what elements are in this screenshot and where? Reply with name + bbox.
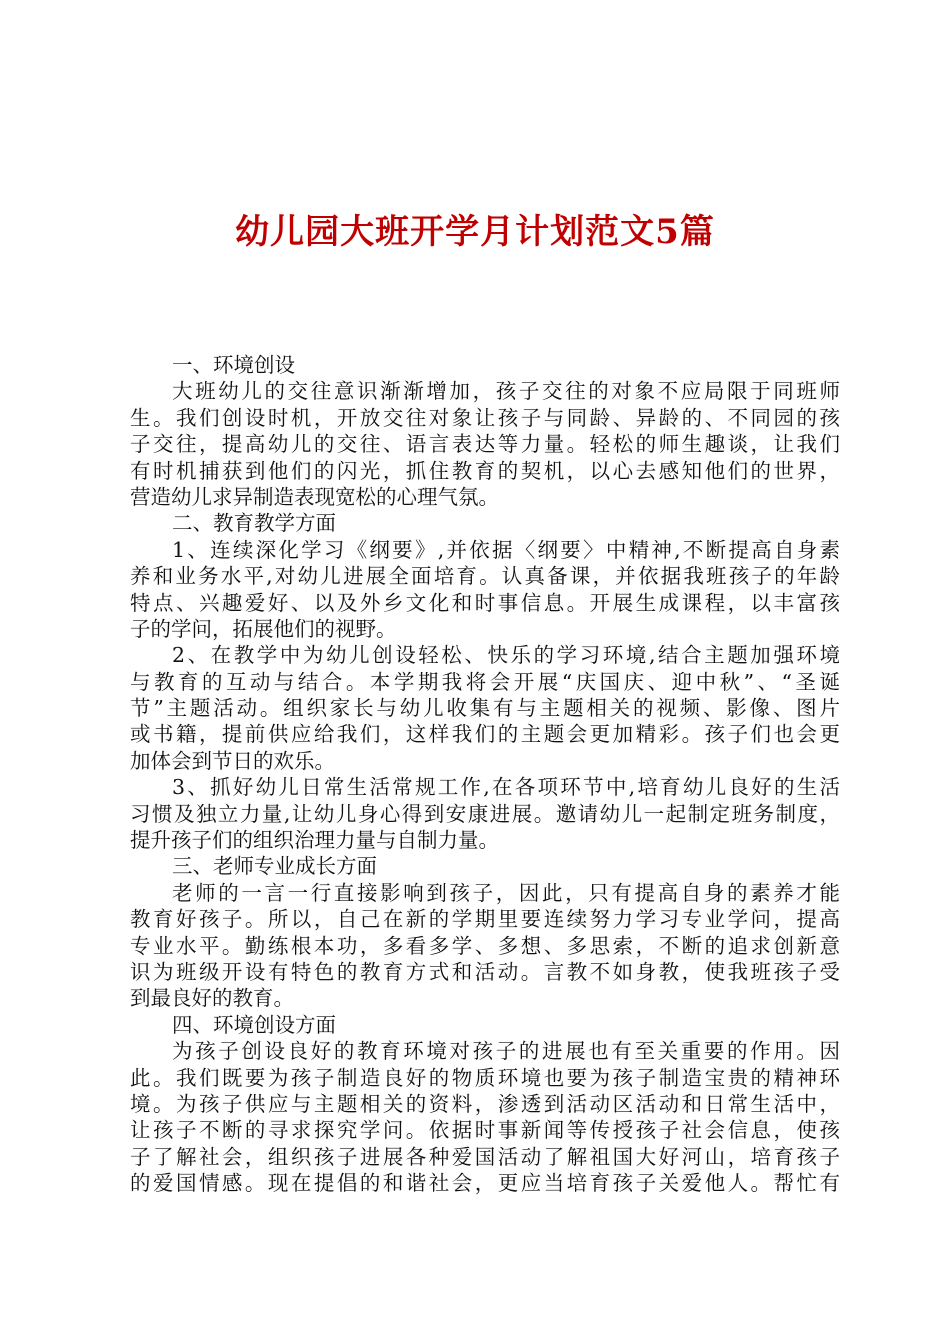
text-line: 大班幼儿的交往意识渐渐增加，孩子交往的对象不应局限于同班师: [172, 379, 840, 404]
text-line: 与教育的互动与结合。本学期我将会开展“庆国庆、迎中秋”、“圣诞: [130, 669, 840, 694]
text-line: 1、连续深化学习《纲要》,并依据〈纲要〉中精神,不断提高自身素: [172, 537, 840, 562]
text-line: 节”主题活动。组织家长与幼儿收集有与主题相关的视频、影像、图片: [130, 696, 840, 721]
text-line: 加体会到节日的欢乐。: [130, 748, 335, 773]
text-line: 特点、兴趣爱好、以及外乡文化和时事信息。开展生成课程，以丰富孩: [130, 590, 840, 615]
text-line: 有时机捕获到他们的闪光，抓住教育的契机，以心去感知他们的世界，: [130, 458, 840, 483]
text-line: 识为班级开设有特色的教育方式和活动。言教不如身教，使我班孩子受: [130, 959, 840, 984]
text-line: 三、老师专业成长方面: [172, 854, 377, 879]
text-line: 让孩子不断的寻求探究学问。依据时事新闻等传授孩子社会信息，使孩: [130, 1118, 840, 1143]
text-line: 或书籍，提前供应给我们，这样我们的主题会更加精彩。孩子们也会更: [130, 722, 840, 747]
text-line: 提升孩子们的组织治理力量与自制力量。: [130, 828, 499, 853]
text-line: 老师的一言一行直接影响到孩子，因此，只有提高自身的素养才能: [172, 880, 840, 905]
text-line: 子交往，提高幼儿的交往、语言表达等力量。轻松的师生趣谈，让我们: [130, 432, 840, 457]
text-line: 习惯及独立力量,让幼儿身心得到安康进展。邀请幼儿一起制定班务制度，: [130, 801, 840, 826]
text-line: 3、抓好幼儿日常生活常规工作,在各项环节中,培育幼儿良好的生活: [172, 775, 840, 800]
text-line: 的爱国情感。现在提倡的和谐社会，更应当培育孩子关爱他人。帮忙有: [130, 1171, 840, 1196]
text-line: 二、教育教学方面: [172, 511, 336, 536]
text-line: 专业水平。勤练根本功，多看多学、多想、多思索，不断的追求创新意: [130, 933, 840, 958]
document-title: 幼儿园大班开学月计划范文5篇: [235, 212, 715, 252]
text-line: 子了解社会，组织孩子进展各种爱国活动了解祖国大好河山，培育孩子: [130, 1144, 840, 1169]
text-line: 营造幼儿求异制造表现宽松的心理气氛。: [130, 484, 499, 509]
text-line: 此。我们既要为孩子制造良好的物质环境也要为孩子制造宝贵的精神环: [130, 1065, 840, 1090]
text-line: 到最良好的教育。: [130, 986, 294, 1011]
text-line: 生。我们创设时机，开放交往对象让孩子与同龄、异龄的、不同园的孩: [130, 405, 840, 430]
text-line: 子的学问，拓展他们的视野。: [130, 616, 397, 641]
text-line: 教育好孩子。所以，自己在新的学期里要连续努力学习专业学问，提高: [130, 907, 840, 932]
text-line: 养和业务水平,对幼儿进展全面培育。认真备课，并依据我班孩子的年龄: [130, 564, 840, 589]
document-body: [130, 352, 840, 1197]
text-line: 一、环境创设: [172, 353, 295, 377]
text-line: 2、在教学中为幼儿创设轻松、快乐的学习环境,结合主题加强环境: [172, 643, 840, 668]
text-line: 为孩子创设良好的教育环境对孩子的进展也有至关重要的作用。因: [172, 1039, 840, 1064]
text-line: 四、环境创设方面: [172, 1012, 336, 1037]
text-line: 境。为孩子供应与主题相关的资料，渗透到活动区活动和日常生活中，: [130, 1091, 840, 1116]
